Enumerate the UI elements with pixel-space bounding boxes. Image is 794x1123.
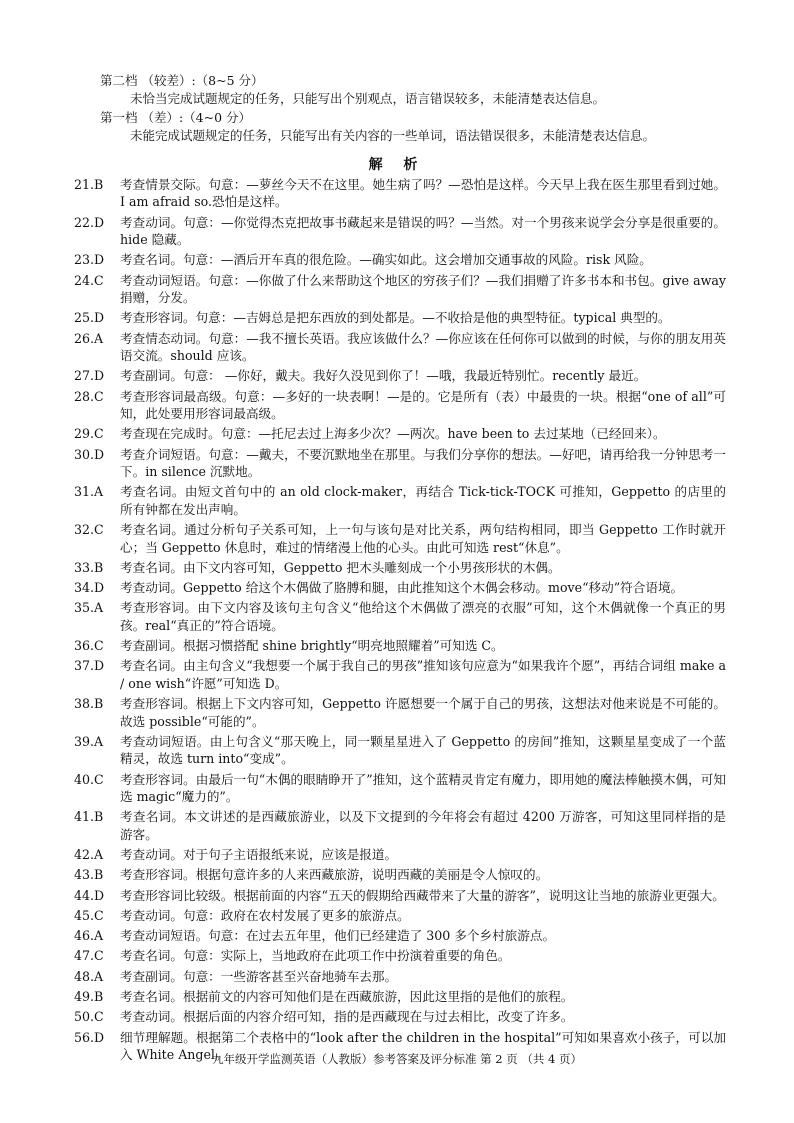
answer-item xyxy=(74,579,726,596)
answer-item xyxy=(74,309,726,326)
answer-item xyxy=(74,483,726,518)
answer-item xyxy=(74,947,726,964)
answer-explanation: 考查形容词。由最后一句“木偶的眼睛睁开了”推知，这个蓝精灵肯定有魔力，即用她的魔法棒触摸木偶，可知选 magic“魔力的”。 xyxy=(120,771,726,804)
answer-item xyxy=(74,695,726,730)
answer-explanation: 考查现在完成时。句意：—托尼去过上海多少次？—两次。have been to 去过某地（已经回来）。 xyxy=(120,426,666,442)
answer-number: 28.C xyxy=(74,388,104,404)
answer-explanation: 考查形容词。根据上下文内容可知，Geppetto 许愿想要一个属于自己的男孩，这想法对他来说是不可能的。故选 possible“可能的”。 xyxy=(120,696,726,729)
answer-explanation: 考查情景交际。句意：—萝丝今天不在这里。她生病了吗？—恐怕是这样。今天早上我在医生那里看到过她。I am afraid so.恐怕是这样。 xyxy=(120,177,726,210)
answer-number: 21.B xyxy=(74,177,104,192)
answer-number: 38.B xyxy=(74,696,104,712)
answer-number: 29.C xyxy=(74,426,104,442)
answer-explanation: 考查名词。句意：—酒后开车真的很危险。—确实如此。这会增加交通事故的风险。risk 风险。 xyxy=(120,252,652,268)
answer-list xyxy=(74,176,726,1066)
answer-explanation: 考查动词短语。由上句含义“那天晚上，同一颗星星进入了 Geppetto 的房间”推知，这颗星星变成了一个蓝精灵，故选 turn into“变成”。 xyxy=(120,733,726,767)
page-footer: 九年级开学监测英语（人教版）参考答案及评分标准 第 2 页 （共 4 页） xyxy=(211,1052,583,1066)
answer-number: 35.A xyxy=(74,600,104,616)
grade-2-description: 未恰当完成试题规定的任务，只能写出个别观点，语言错误较多，未能清楚表达信息。 xyxy=(130,91,606,106)
answer-item xyxy=(74,657,726,692)
answer-explanation: 考查副词。根据习惯搭配 shine brightly“明亮地照耀着”可知选 C。 xyxy=(120,638,504,654)
grade-1-title: 第一档 （差）:（4~0 分） xyxy=(100,110,252,125)
answer-item xyxy=(74,846,726,863)
answer-explanation: 考查形容词。句意：—吉姆总是把东西放的到处都是。—不收拾是他的典型特征。typical 典型的。 xyxy=(120,310,671,326)
answer-number: 25.D xyxy=(74,310,105,326)
answer-number: 42.A xyxy=(74,846,104,862)
answer-number: 49.B xyxy=(74,989,104,1004)
answer-item xyxy=(74,907,726,924)
answer-explanation: 考查名词。由主句含义“我想要一个属于我自己的男孩”推知该句应意为“如果我许个愿”，再结合词组 make a / one wish“许愿”可知选 D。 xyxy=(120,658,726,691)
answer-item xyxy=(74,968,726,985)
grade-2-title: 第二档 （较差）:（8~5 分） xyxy=(100,73,264,88)
answer-number: 44.D xyxy=(74,887,105,903)
scoring-grades xyxy=(100,72,740,146)
answer-item xyxy=(74,446,726,481)
answer-number: 31.A xyxy=(74,484,104,500)
answer-item xyxy=(74,733,726,768)
answer-number: 45.C xyxy=(74,907,104,923)
answer-explanation: 考查名词。由下文内容可知，Geppetto 把木头雕刻成一个小男孩形状的木偶。 xyxy=(120,559,561,575)
answer-explanation: 考查动词短语。句意：在过去五年里，他们已经建造了 300 多个乡村旅游点。 xyxy=(120,928,556,944)
answer-number: 39.A xyxy=(74,733,104,749)
answer-item xyxy=(74,771,726,806)
answer-number: 27.D xyxy=(74,368,105,384)
answer-explanation: 考查名词。由短文首句中的 an old clock-maker，再结合 Tick-tick-TOCK 可推知，Geppetto 的店里的所有钟都在发出声响。 xyxy=(120,484,726,517)
answer-number: 36.C xyxy=(74,638,104,654)
answer-item xyxy=(74,887,726,904)
answer-explanation: 考查动词。根据后面的内容介绍可知，指的是西藏现在与过去相比，改变了许多。 xyxy=(120,1009,574,1025)
answer-explanation: 考查情态动词。句意：—我不擅长英语。我应该做什么？—你应该在任何你可以做到的时候，与你的朋友用英语交流。should 应该。 xyxy=(120,330,726,364)
answer-item xyxy=(74,214,726,249)
answer-number: 26.A xyxy=(74,330,104,346)
answer-explanation: 考查名词。根据前文的内容可知他们是在西藏旅游，因此这里指的是他们的旅程。 xyxy=(120,989,574,1004)
answer-item xyxy=(74,425,726,442)
answer-number: 22.D xyxy=(74,214,105,230)
answer-explanation: 考查动词。句意：政府在农村发展了更多的旅游点。 xyxy=(120,907,410,923)
answer-number: 40.C xyxy=(74,771,104,787)
answer-number: 23.D xyxy=(74,252,105,268)
answer-number: 47.C xyxy=(74,948,104,964)
answer-number: 24.C xyxy=(74,272,104,288)
answer-item xyxy=(74,1008,726,1025)
answer-item xyxy=(74,272,726,307)
answer-item xyxy=(74,251,726,268)
answer-explanation: 考查介词短语。句意：—戴夫，不要沉默地坐在那里。与我们分享你的想法。—好吧，请再给我一分钟思考一下。in silence 沉默地。 xyxy=(120,446,726,480)
answer-number: 50.C xyxy=(74,1009,104,1025)
answer-explanation: 考查名词。本文讲述的是西藏旅游业，以及下文提到的今年将会有超过 4200 万游客，可知这里同样指的是游客。 xyxy=(120,809,726,842)
answer-number: 32.C xyxy=(74,522,104,538)
answer-explanation: 考查动词。句意：—你觉得杰克把故事书藏起来是错误的吗？—当然。对一个男孩来说学会分享是很重要的。hide 隐藏。 xyxy=(120,214,726,248)
answer-item xyxy=(74,330,726,365)
answer-item xyxy=(74,866,726,883)
answer-explanation: 考查名词。通过分析句子关系可知，上一句与该句是对比关系，两句结构相同，即当 Geppetto 工作时就开心；当 Geppetto 休息时，难过的情绪漫上他的心头。由此可知选 rest“休息”。 xyxy=(120,522,726,555)
answer-item xyxy=(74,521,726,556)
analysis-heading: 解 析 xyxy=(368,157,426,173)
answer-item xyxy=(74,599,726,634)
answer-item xyxy=(74,637,726,654)
answer-item xyxy=(74,559,726,576)
answer-explanation: 考查名词。句意：实际上，当地政府在此项工作中扮演着重要的角色。 xyxy=(120,948,511,964)
answer-item xyxy=(74,988,726,1005)
answer-explanation: 考查动词短语。句意：—你做了什么来帮助这个地区的穷孩子们？—我们捐赠了许多书本和书包。give away 捐赠，分发。 xyxy=(120,272,726,306)
answer-item xyxy=(74,808,726,843)
answer-number: 34.D xyxy=(74,580,105,596)
answer-number: 56.D xyxy=(74,1029,105,1045)
answer-item xyxy=(74,367,726,384)
answer-item xyxy=(74,176,726,211)
grade-1-description: 未能完成试题规定的任务，只能写出有关内容的一些单词，语法错误很多，未能清楚表达信息。 xyxy=(130,128,656,143)
answer-explanation: 考查动词。对于句子主语报纸来说，应该是报道。 xyxy=(120,846,398,862)
answer-number: 43.B xyxy=(74,867,104,883)
answer-number: 48.A xyxy=(74,968,104,984)
answer-explanation: 考查副词。句意：一些游客甚至兴奋地骑车去那。 xyxy=(120,968,398,984)
answer-number: 46.A xyxy=(74,928,104,944)
answer-item xyxy=(74,388,726,423)
answer-explanation: 考查副词。句意： —你好，戴夫。我好久没见到你了！—哦，我最近特别忙。recently 最近。 xyxy=(120,368,647,384)
answer-explanation: 考查形容词比较级。根据前面的内容“五天的假期给西藏带来了大量的游客”，说明这让当地的旅游业更强大。 xyxy=(120,887,725,903)
answer-item xyxy=(74,927,726,944)
answer-number: 37.D xyxy=(74,658,105,674)
answer-explanation: 考查形容词。根据句意许多的人来西藏旅游，说明西藏的美丽是令人惊叹的。 xyxy=(120,867,549,883)
answer-number: 41.B xyxy=(74,809,104,825)
answer-number: 30.D xyxy=(74,446,105,462)
answer-number: 33.B xyxy=(74,559,104,575)
answer-explanation: 考查形容词。由下文内容及该句主句含义“他给这个木偶做了漂亮的衣服”可知，这个木偶就像一个真正的男孩。real“真正的”符合语境。 xyxy=(120,600,726,633)
answer-explanation: 考查动词。Geppetto 给这个木偶做了胳膊和腿，由此推知这个木偶会移动。move“移动”符合语境。 xyxy=(120,580,684,596)
answer-explanation: 考查形容词最高级。句意：—多好的一块表啊！—是的。它是所有（表）中最贵的一块。根据“one of all”可知，此处要用形容词最高级。 xyxy=(120,388,726,422)
answer-explanation: 细节理解题。根据第二个表格中的“look after the children in the hospital”可知如果喜欢小孩子，可以加入 White Angel。 xyxy=(120,1029,726,1062)
